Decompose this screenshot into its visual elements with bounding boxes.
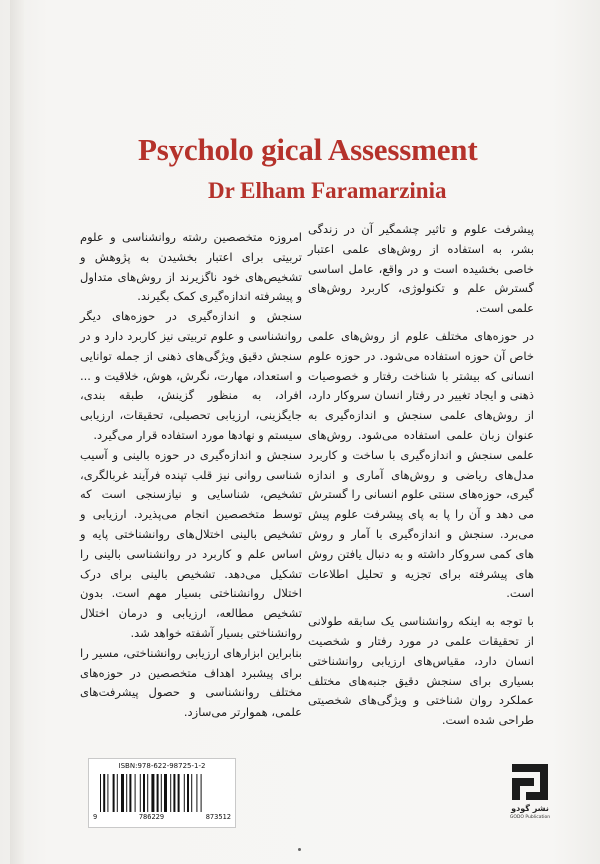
barcode-bar [100, 774, 101, 812]
barcode-bar [117, 774, 118, 812]
barcode-bar [201, 774, 202, 812]
barcode-bar [126, 774, 127, 812]
barcode-bar [129, 774, 131, 812]
page-mark [298, 848, 301, 851]
barcode-group-one: 786229 [138, 813, 165, 821]
blurb-left-column [80, 228, 302, 723]
barcode-bar [161, 774, 162, 812]
barcode-bar [147, 774, 148, 812]
barcode-bar [157, 774, 159, 812]
publisher-logo-icon [508, 762, 552, 802]
blurb-paragraph: بنابراین ابزارهای ارزیابی روانشناختی، مسیر را برای پیشبرد اهداف متخصصین در حوزه‌های مختلف روانشناسی و حصول پیشرفت‌های علمی، هموارتر می‌سازد. [80, 645, 302, 720]
barcode-bar [113, 774, 115, 812]
barcode-lead-digit: 9 [93, 813, 98, 821]
publisher-name: نشر گودو [511, 804, 549, 813]
isbn-barcode [88, 758, 236, 828]
publisher-latin-name: GODO Publication [509, 815, 551, 820]
barcode-digits [93, 813, 231, 821]
barcode-bar [170, 774, 171, 812]
barcode-bar [196, 774, 197, 812]
blurb-paragraph: سنجش و اندازه‌گیری در حوزه بالینی و آسیب شناسی روانی نیز قلب تپنده فرآیند غربالگری، تشخیص، شناسایی و نیازسنجی است که توسط متخصصین انجام می‌پذیرد. ارزیابی و تشخیص بالینی اختلال‌های روانشناختی پایه و اساس علم و کاربرد در روانشناسی بالینی را تشکیل می‌دهد. تشخیص بالینی برای درک اختلال روانشناختی بسیار مهم است. بدون تشخیص مطالعه، ارزیابی و درمان اختلال روانشناختی بسیار آشفته خواهد شد. [80, 447, 302, 640]
book-title: Psycholo gical Assessment [138, 132, 478, 167]
blurb-paragraph: با توجه به اینکه روانشناسی یک سابقه طولانی از تحقیقات علمی در مورد رفتار و شخصیت انسان دارد، مقیاس‌های ارزیابی روانشناختی بسیاری برای سنجش دقیق جنبه‌های مختلف عملکرد روان شناختی و ویژگی‌های شخصیتی طراحی شده است. [308, 614, 534, 728]
barcode-bar [191, 774, 192, 812]
barcode-bar [140, 774, 141, 812]
barcode-bar [135, 774, 136, 812]
barcode-bar [143, 774, 145, 812]
barcode-bars [99, 774, 225, 812]
barcode-bar [184, 774, 185, 812]
barcode-bar [164, 774, 167, 812]
spine-shadow [10, 0, 24, 864]
blurb-paragraph: امروزه متخصصین رشته روانشناسی و علوم تربیتی برای اعتبار بخشیدن به پژوهش و تشخیص‌های خود ناگزیرند از روش‌های متداول و پیشرفته اندازه‌گیری کمک بگیرند. [80, 230, 302, 304]
barcode-group-two: 873512 [205, 813, 231, 821]
barcode-bar [103, 774, 105, 812]
barcode-bar [173, 774, 175, 812]
blurb-paragraph: سنجش و اندازه‌گیری در حوزه‌های دیگر روانشناسی و علوم تربیتی نیز کاربرد دارد و در سنجش دقیق ویژگی‌های ذهنی از جمله توانایی و استعداد، مهارت، نگرش، هوش، خلاقیت و ... افراد، به منظور گزینش، طبقه بندی، جایگزینی، ارزیابی تحصیلی، تحقیقات، ارزیابی سیستم و نهادها مورد استفاده قرار می‌گیرد. [80, 309, 302, 442]
barcode-bar [121, 774, 124, 812]
barcode-bar [107, 774, 108, 812]
isbn-label: ISBN:978-622-98725-1-2 [118, 762, 206, 770]
blurb-paragraph: پیشرفت علوم و تاثیر چشمگیر آن در زندگی بشر، به استفاده از روش‌های علمی اعتبار خاصی بخشیده است و در واقع، عامل اساسی گسترش علم و تکنولوژی، کاربرد روش‌های علمی است. [308, 222, 534, 316]
barcode-bar [151, 774, 154, 812]
book-author: Dr Elham Faramarzinia [208, 178, 447, 203]
blurb-paragraph: در حوزه‌های مختلف علوم از روش‌های علمی خاص آن حوزه استفاده می‌شود. در حوزه علوم انسانی که بیشتر با شناخت رفتار و خصوصیات ذهنی و ایجاد تغییر در رفتار انسان سروکار دارد، از روش‌های علمی سنجش و اندازه‌گیری به عنوان زبان علمی استفاده می‌شود. روش‌های علمی سنجش و اندازه‌گیری با ساخت و کاربرد مدل‌های ریاضی و روش‌های آماری و اندازه گیری، حوزه‌های سنتی علوم انسانی را گسترش می دهد و آن را پا به پای پیشرفت علوم پیش می‌برد. سنجش و اندازه‌گیری با آمار و روش های کمی سروکار داشته و به دنبال یافتن روش های پیشرفته برای تجزیه و تحلیل اطلاعات است. [308, 328, 534, 601]
barcode-bar [187, 774, 189, 812]
blurb-right-column [308, 220, 534, 731]
barcode-bar [178, 774, 180, 812]
